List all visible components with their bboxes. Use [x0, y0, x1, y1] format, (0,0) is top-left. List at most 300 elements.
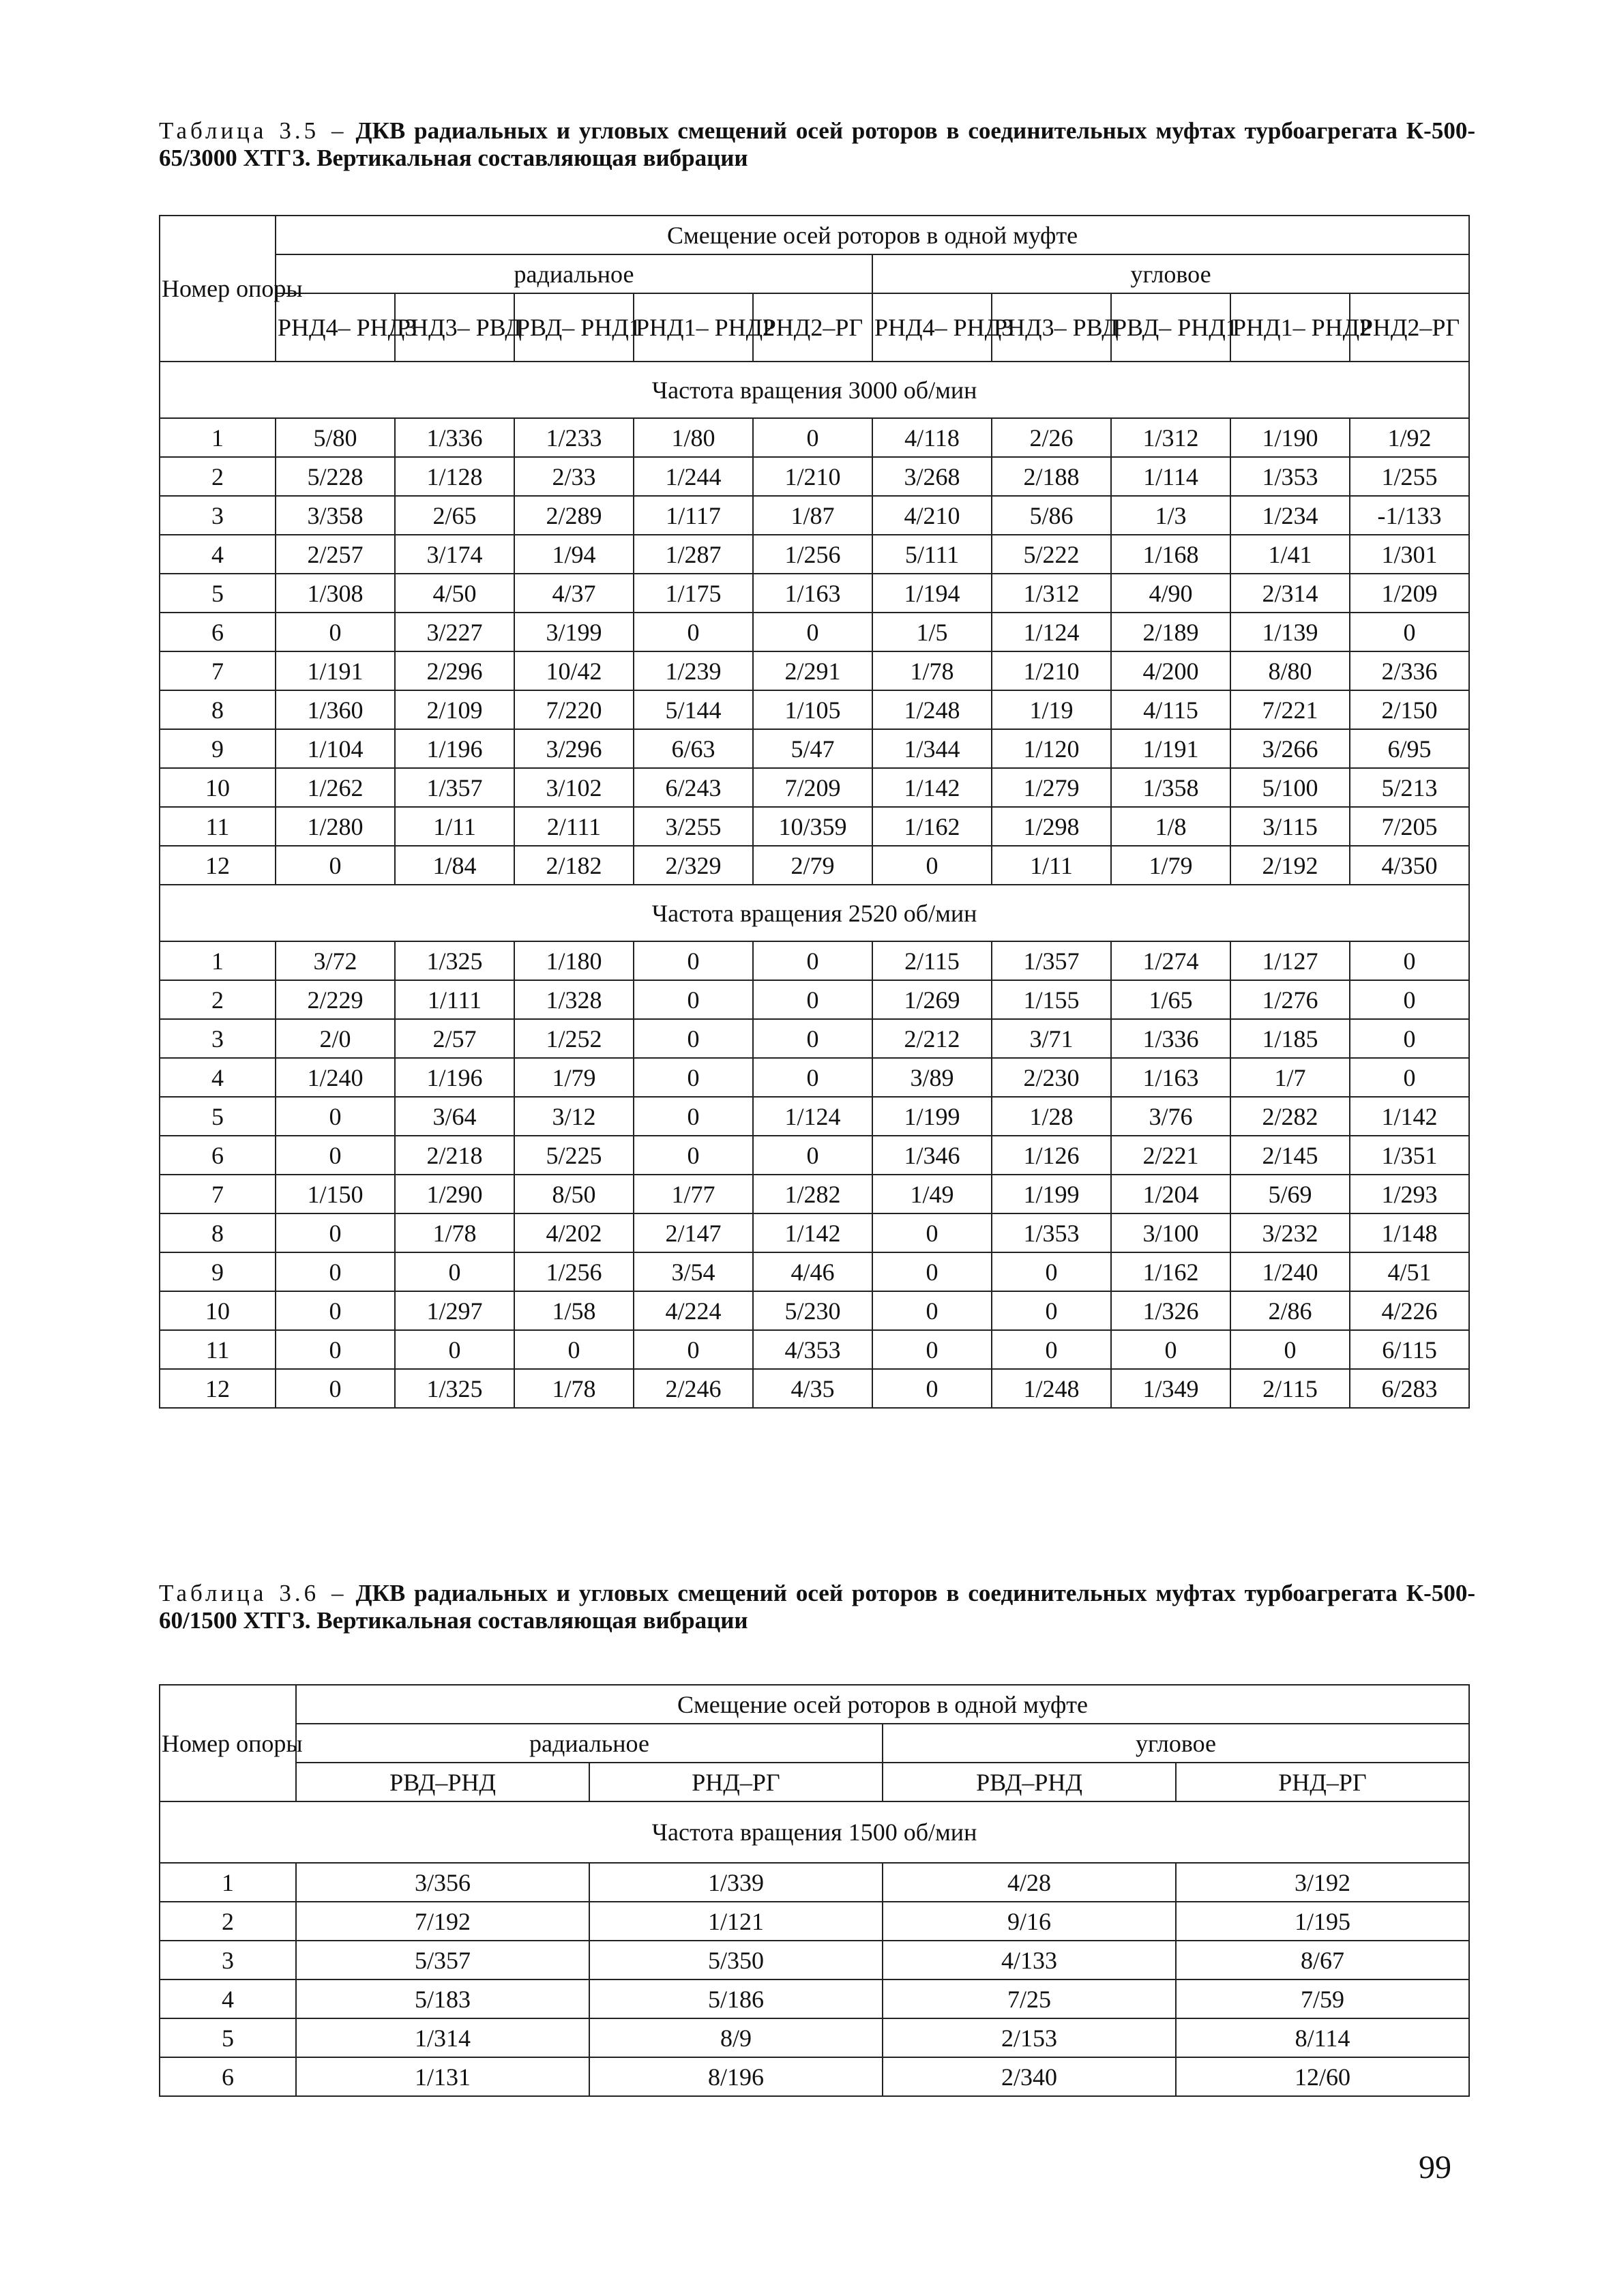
table-cell: 7/25	[883, 1979, 1176, 2018]
table-cell: 0	[1350, 941, 1469, 980]
table-cell: 0	[1350, 1058, 1469, 1097]
table-cell: 1/162	[872, 807, 992, 846]
table-cell: 1/128	[395, 457, 514, 496]
column-header: РНД4– РНД3	[872, 293, 992, 362]
column-header: РНД3– РВД	[395, 293, 514, 362]
table-cell: 0	[753, 980, 872, 1019]
support-number-cell: 1	[160, 418, 276, 457]
table-cell: 1/28	[992, 1097, 1111, 1136]
table-cell: 1/276	[1230, 980, 1350, 1019]
table-cell: 1/199	[992, 1175, 1111, 1213]
table-cell: 1/248	[992, 1369, 1111, 1408]
table-cell: 0	[872, 1369, 992, 1408]
table-cell: 1/185	[1230, 1019, 1350, 1058]
table-cell: 1/308	[276, 574, 395, 613]
table-cell: 3/255	[634, 807, 753, 846]
table-cell: 5/183	[296, 1979, 589, 2018]
table-cell: 1/297	[395, 1291, 514, 1330]
table-cell: 4/224	[634, 1291, 753, 1330]
table-3-5-caption-title: ДКВ радиальных и угловых смещений осей роторов в соединительных муфтах турбоагрегата К-500-65/3000 ХТГЗ. Вертикальная составляющая вибрации	[159, 117, 1475, 171]
table-cell: 1/163	[1111, 1058, 1230, 1097]
table-cell: 2/329	[634, 846, 753, 885]
table-cell: 5/186	[589, 1979, 883, 2018]
table-cell: 1/353	[1230, 457, 1350, 496]
table-cell: 8/196	[589, 2057, 883, 2096]
support-number-cell: 9	[160, 1252, 276, 1291]
table-cell: 4/115	[1111, 690, 1230, 729]
table-cell: 0	[276, 1136, 395, 1175]
table-row	[160, 418, 1469, 457]
table-cell: 3/356	[296, 1863, 589, 1902]
table-cell: 0	[276, 613, 395, 651]
table-cell: 5/222	[992, 535, 1111, 574]
table-cell: 1/195	[1176, 1902, 1469, 1941]
table-cell: 1/155	[992, 980, 1111, 1019]
table-cell: 1/191	[276, 651, 395, 690]
support-number-cell: 11	[160, 807, 276, 846]
table-row	[160, 496, 1469, 535]
table-row	[160, 1213, 1469, 1252]
support-number-cell: 3	[160, 1019, 276, 1058]
table-cell: 5/100	[1230, 768, 1350, 807]
support-number-cell: 5	[160, 574, 276, 613]
support-number-cell: 6	[160, 2057, 296, 2096]
support-number-cell: 11	[160, 1330, 276, 1369]
table-cell: 4/202	[514, 1213, 634, 1252]
table-cell: 0	[1350, 980, 1469, 1019]
table-cell: 1/3	[1111, 496, 1230, 535]
table-cell: 2/314	[1230, 574, 1350, 613]
table-cell: 1/8	[1111, 807, 1230, 846]
table-cell: 1/209	[1350, 574, 1469, 613]
table-cell: 1/269	[872, 980, 992, 1019]
table-cell: 0	[634, 1058, 753, 1097]
table-cell: 0	[634, 980, 753, 1019]
table-cell: 0	[753, 1019, 872, 1058]
table-cell: 6/283	[1350, 1369, 1469, 1408]
table-cell: 1/336	[395, 418, 514, 457]
table-cell: 1/78	[872, 651, 992, 690]
support-number-cell: 2	[160, 1902, 296, 1941]
section-row	[160, 885, 1469, 941]
table-cell: 0	[395, 1330, 514, 1369]
table-cell: 1/353	[992, 1213, 1111, 1252]
table-cell: 1/7	[1230, 1058, 1350, 1097]
support-number-cell: 4	[160, 1979, 296, 2018]
table-cell: 2/291	[753, 651, 872, 690]
table-cell: 5/80	[276, 418, 395, 457]
table-cell: 2/182	[514, 846, 634, 885]
table-cell: 4/353	[753, 1330, 872, 1369]
table-cell: 7/220	[514, 690, 634, 729]
table-cell: 1/248	[872, 690, 992, 729]
table-cell: 1/240	[1230, 1252, 1350, 1291]
table-3-5-caption	[159, 117, 1475, 172]
table-cell: 1/196	[395, 1058, 514, 1097]
column-header: РНД1– РНД2	[634, 293, 753, 362]
table-cell: 3/89	[872, 1058, 992, 1097]
table-cell: 1/358	[1111, 768, 1230, 807]
table-cell: 2/0	[276, 1019, 395, 1058]
table-cell: 2/218	[395, 1136, 514, 1175]
table-cell: 2/289	[514, 496, 634, 535]
table-cell: 1/357	[992, 941, 1111, 980]
table-cell: 0	[753, 1136, 872, 1175]
table-cell: 1/175	[634, 574, 753, 613]
table-cell: 3/174	[395, 535, 514, 574]
table-cell: 9/16	[883, 1902, 1176, 1941]
section-row	[160, 362, 1469, 418]
table-cell: 0	[514, 1330, 634, 1369]
table-cell: 1/127	[1230, 941, 1350, 980]
table-cell: 1/357	[395, 768, 514, 807]
support-number-cell: 1	[160, 941, 276, 980]
table-cell: 2/115	[872, 941, 992, 980]
table-cell: 1/190	[1230, 418, 1350, 457]
table-cell: 3/71	[992, 1019, 1111, 1058]
table-cell: 3/192	[1176, 1863, 1469, 1902]
table-cell: 0	[992, 1252, 1111, 1291]
support-number-cell: 2	[160, 980, 276, 1019]
table-cell: 4/35	[753, 1369, 872, 1408]
table-cell: 4/51	[1350, 1252, 1469, 1291]
table-cell: 2/212	[872, 1019, 992, 1058]
table-3-6-caption	[159, 1580, 1475, 1634]
table-row	[160, 1902, 1469, 1941]
table-row	[160, 1291, 1469, 1330]
support-number-cell: 5	[160, 1097, 276, 1136]
table-cell: 1/78	[395, 1213, 514, 1252]
table-cell: 2/229	[276, 980, 395, 1019]
rotor-offset-header: Смещение осей роторов в одной муфте	[296, 1685, 1469, 1724]
table-cell: 1/210	[753, 457, 872, 496]
table-cell: 1/339	[589, 1863, 883, 1902]
table-cell: 4/210	[872, 496, 992, 535]
support-number-cell: 8	[160, 1213, 276, 1252]
table-row	[160, 1019, 1469, 1058]
table-cell: 0	[753, 941, 872, 980]
table-cell: 2/257	[276, 535, 395, 574]
table-row	[160, 690, 1469, 729]
table-cell: 1/344	[872, 729, 992, 768]
table-cell: 1/301	[1350, 535, 1469, 574]
table-row	[160, 651, 1469, 690]
table-cell: 1/65	[1111, 980, 1230, 1019]
table-cell: 1/210	[992, 651, 1111, 690]
table-cell: 1/105	[753, 690, 872, 729]
radial-header: радиальное	[276, 254, 872, 293]
table-cell: 1/360	[276, 690, 395, 729]
table-cell: 1/234	[1230, 496, 1350, 535]
angular-header: угловое	[872, 254, 1469, 293]
table-3-6-caption-lead: Таблица 3.6 –	[159, 1580, 347, 1606]
table-cell: 8/9	[589, 2018, 883, 2057]
table-row	[160, 574, 1469, 613]
table-cell: 1/312	[1111, 418, 1230, 457]
table-cell: 1/92	[1350, 418, 1469, 457]
support-number-cell: 8	[160, 690, 276, 729]
table-cell: 1/298	[992, 807, 1111, 846]
table-cell: 3/266	[1230, 729, 1350, 768]
table-cell: 3/72	[276, 941, 395, 980]
table-cell: 4/200	[1111, 651, 1230, 690]
table-cell: 1/19	[992, 690, 1111, 729]
column-header: РВД– РНД1	[514, 293, 634, 362]
table-cell: 2/230	[992, 1058, 1111, 1097]
table-row	[160, 807, 1469, 846]
table-cell: 3/76	[1111, 1097, 1230, 1136]
table-cell: 1/336	[1111, 1019, 1230, 1058]
support-number-cell: 4	[160, 535, 276, 574]
table-cell: 7/59	[1176, 1979, 1469, 2018]
table-row	[160, 941, 1469, 980]
table-cell: 5/357	[296, 1941, 589, 1979]
table-row	[160, 535, 1469, 574]
table-cell: 1/5	[872, 613, 992, 651]
table-row	[160, 1058, 1469, 1097]
support-number-cell: 9	[160, 729, 276, 768]
table-row	[160, 2057, 1469, 2096]
support-number-cell: 12	[160, 846, 276, 885]
table-cell: 1/280	[276, 807, 395, 846]
table-cell: 7/205	[1350, 807, 1469, 846]
table-cell: 1/121	[589, 1902, 883, 1941]
table-cell: 0	[634, 1330, 753, 1369]
column-header: РНД3– РВД	[992, 293, 1111, 362]
table-cell: 0	[872, 1213, 992, 1252]
table-cell: 4/46	[753, 1252, 872, 1291]
table-cell: 1/196	[395, 729, 514, 768]
table-cell: 5/213	[1350, 768, 1469, 807]
table-cell: 2/109	[395, 690, 514, 729]
table-cell: 10/42	[514, 651, 634, 690]
table-cell: 2/26	[992, 418, 1111, 457]
table-cell: 1/274	[1111, 941, 1230, 980]
column-header: РНД2–РГ	[753, 293, 872, 362]
table-cell: 0	[872, 846, 992, 885]
section-title: Частота вращения 1500 об/мин	[160, 1801, 1469, 1863]
table-cell: 0	[634, 1136, 753, 1175]
table-cell: 2/33	[514, 457, 634, 496]
table-cell: 1/142	[872, 768, 992, 807]
table-cell: 8/80	[1230, 651, 1350, 690]
table-cell: 2/115	[1230, 1369, 1350, 1408]
table-cell: 1/148	[1350, 1213, 1469, 1252]
table-cell: 1/163	[753, 574, 872, 613]
table-cell: 4/226	[1350, 1291, 1469, 1330]
table-cell: 1/111	[395, 980, 514, 1019]
table-cell: 2/192	[1230, 846, 1350, 885]
support-number-cell: 7	[160, 1175, 276, 1213]
table-cell: 1/150	[276, 1175, 395, 1213]
table-cell: 5/350	[589, 1941, 883, 1979]
table-cell: 3/199	[514, 613, 634, 651]
table-cell: 1/78	[514, 1369, 634, 1408]
table-3-6-caption-title: ДКВ радиальных и угловых смещений осей роторов в соединительных муфтах турбоагрегата К-500-60/1500 ХТГЗ. Вертикальная составляющая вибрации	[159, 1580, 1475, 1634]
table-cell: 3/100	[1111, 1213, 1230, 1252]
table-cell: 5/144	[634, 690, 753, 729]
table-cell: 8/114	[1176, 2018, 1469, 2057]
table-cell: 1/282	[753, 1175, 872, 1213]
table-cell: 0	[1350, 1019, 1469, 1058]
table-cell: 10/359	[753, 807, 872, 846]
table-3-5-caption-lead: Таблица 3.5 –	[159, 117, 347, 144]
support-number-cell: 4	[160, 1058, 276, 1097]
table-cell: 6/243	[634, 768, 753, 807]
table-row	[160, 846, 1469, 885]
table-row	[160, 1979, 1469, 2018]
table-cell: 1/233	[514, 418, 634, 457]
table-cell: 1/194	[872, 574, 992, 613]
table-cell: 0	[992, 1291, 1111, 1330]
table-cell: 1/104	[276, 729, 395, 768]
support-number-cell: 6	[160, 1136, 276, 1175]
section-title: Частота вращения 2520 об/мин	[160, 885, 1469, 941]
table-cell: 2/86	[1230, 1291, 1350, 1330]
table-cell: 1/162	[1111, 1252, 1230, 1291]
table-cell: 1/293	[1350, 1175, 1469, 1213]
table-row	[160, 768, 1469, 807]
table-cell: 1/287	[634, 535, 753, 574]
table-cell: 7/192	[296, 1902, 589, 1941]
table-cell: 4/28	[883, 1863, 1176, 1902]
table-cell: 0	[872, 1252, 992, 1291]
table-cell: 1/244	[634, 457, 753, 496]
table-row	[160, 613, 1469, 651]
table-cell: 6/63	[634, 729, 753, 768]
support-number-cell: 3	[160, 1941, 296, 1979]
table-cell: 1/142	[1350, 1097, 1469, 1136]
table-cell: 0	[634, 613, 753, 651]
table-cell: 1/314	[296, 2018, 589, 2057]
table-cell: 0	[276, 1291, 395, 1330]
table-cell: 1/124	[992, 613, 1111, 651]
table-row	[160, 1136, 1469, 1175]
table-cell: 4/118	[872, 418, 992, 457]
table-cell: 5/225	[514, 1136, 634, 1175]
table-cell: 1/131	[296, 2057, 589, 2096]
table-cell: 2/57	[395, 1019, 514, 1058]
table-cell: 1/87	[753, 496, 872, 535]
table-row	[160, 457, 1469, 496]
table-cell: 1/239	[634, 651, 753, 690]
table-cell: 5/86	[992, 496, 1111, 535]
table-cell: 1/84	[395, 846, 514, 885]
table-cell: 5/230	[753, 1291, 872, 1330]
table-cell: 2/79	[753, 846, 872, 885]
table-row	[160, 1330, 1469, 1369]
table-cell: 4/350	[1350, 846, 1469, 885]
table-cell: 2/147	[634, 1213, 753, 1252]
table-row	[160, 1175, 1469, 1213]
table-row	[160, 1369, 1469, 1408]
table-cell: 1/326	[1111, 1291, 1230, 1330]
column-header: РВД–РНД	[296, 1763, 589, 1801]
rotor-offset-header: Смещение осей роторов в одной муфте	[276, 216, 1469, 254]
table-cell: 1/279	[992, 768, 1111, 807]
table-cell: 2/282	[1230, 1097, 1350, 1136]
table-cell: 0	[753, 613, 872, 651]
table-cell: 1/328	[514, 980, 634, 1019]
table-cell: 1/77	[634, 1175, 753, 1213]
table-cell: 2/65	[395, 496, 514, 535]
table-cell: 2/111	[514, 807, 634, 846]
support-number-cell: 12	[160, 1369, 276, 1408]
table-cell: 2/145	[1230, 1136, 1350, 1175]
table-row	[160, 1252, 1469, 1291]
table-cell: 6/95	[1350, 729, 1469, 768]
table-cell: 0	[872, 1291, 992, 1330]
table-cell: 3/12	[514, 1097, 634, 1136]
table-cell: 1/142	[753, 1213, 872, 1252]
table-cell: 6/115	[1350, 1330, 1469, 1369]
support-number-cell: 10	[160, 768, 276, 807]
support-number-cell: 10	[160, 1291, 276, 1330]
table-cell: 1/191	[1111, 729, 1230, 768]
table-cell: 3/64	[395, 1097, 514, 1136]
support-number-cell: 1	[160, 1863, 296, 1902]
table-row	[160, 1863, 1469, 1902]
table-cell: 1/199	[872, 1097, 992, 1136]
table-cell: 1/349	[1111, 1369, 1230, 1408]
table-cell: 5/69	[1230, 1175, 1350, 1213]
table-cell: 4/37	[514, 574, 634, 613]
table-cell: 3/268	[872, 457, 992, 496]
table-cell: 0	[634, 1019, 753, 1058]
column-header: РНД1– РНД2	[1230, 293, 1350, 362]
table-cell: 1/256	[514, 1252, 634, 1291]
table-cell: 2/340	[883, 2057, 1176, 2096]
table-cell: 1/41	[1230, 535, 1350, 574]
table-cell: 0	[1111, 1330, 1230, 1369]
table-cell: 1/49	[872, 1175, 992, 1213]
table-cell: 2/150	[1350, 690, 1469, 729]
table-cell: 4/50	[395, 574, 514, 613]
table-cell: 0	[634, 941, 753, 980]
table-cell: 0	[276, 1369, 395, 1408]
table-cell: 3/358	[276, 496, 395, 535]
table-cell: 0	[1350, 613, 1469, 651]
table-cell: 8/50	[514, 1175, 634, 1213]
table-cell: 0	[276, 846, 395, 885]
section-title: Частота вращения 3000 об/мин	[160, 362, 1469, 418]
support-number-cell: 6	[160, 613, 276, 651]
support-number-header: Номер опоры	[160, 1685, 296, 1801]
table-cell: 3/115	[1230, 807, 1350, 846]
table-cell: 1/255	[1350, 457, 1469, 496]
table-cell: 8/67	[1176, 1941, 1469, 1979]
table-row	[160, 980, 1469, 1019]
table-cell: 2/153	[883, 2018, 1176, 2057]
page-number: 99	[1419, 2149, 1451, 2185]
column-header: РНД2–РГ	[1350, 293, 1469, 362]
angular-header: угловое	[883, 1724, 1469, 1763]
table-cell: 1/325	[395, 941, 514, 980]
table-cell: 0	[276, 1252, 395, 1291]
table-cell: 3/232	[1230, 1213, 1350, 1252]
table-cell: 1/120	[992, 729, 1111, 768]
support-number-cell: 5	[160, 2018, 296, 2057]
table-cell: 1/256	[753, 535, 872, 574]
support-number-cell: 7	[160, 651, 276, 690]
column-header: РВД–РНД	[883, 1763, 1176, 1801]
table-cell: 3/227	[395, 613, 514, 651]
table-cell: 5/47	[753, 729, 872, 768]
table-cell: 1/124	[753, 1097, 872, 1136]
table-cell: 1/117	[634, 496, 753, 535]
table-cell: 0	[276, 1097, 395, 1136]
table-row	[160, 729, 1469, 768]
